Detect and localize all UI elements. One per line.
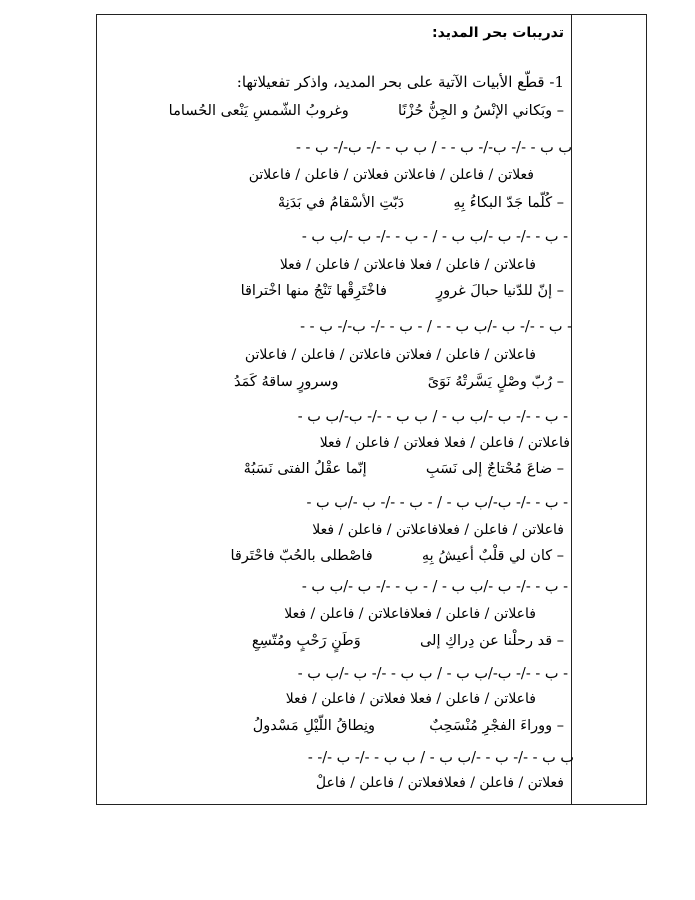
verse-tafilat: فاعلاتن / فاعلن / فعلا فعلاتن / فاعلن / فعلا — [285, 691, 536, 707]
verse-tafilat: فعلاتن / فاعلن / فاعلاتن فعلاتن / فاعلن / فاعلاتن — [248, 167, 534, 183]
verse-tafilat: فعلاتن / فاعلن / فعلافعلاتن / فاعلن / فاعلْ — [315, 775, 564, 791]
verse-scansion: - ب - -/- ب -/ب ب - / - ب - -/- ب -/ب ب - — [301, 229, 568, 245]
verse-second-hemistich: وَطَنٍ رَحْبٍ ومُتّسِعِ — [251, 633, 361, 649]
verse-tafilat: فاعلاتن / فاعلن / فعلا فعلاتن / فاعلن / فعلا — [319, 435, 570, 451]
verse-second-hemistich: إنّما عقْلُ الفتى نَسَبُهْ — [243, 461, 367, 477]
verse-scansion: - ب - -/- ب -/ب ب - / ب ب - -/- ب-/ب ب - — [297, 409, 568, 425]
verse-first-hemistich: – ضاعَ مُحْتاجٌ إلى نَسَبِ — [425, 461, 564, 477]
verse-first-hemistich: – ووراءَ الفجْرِ مُنْسَحِبٌ — [429, 718, 564, 734]
verse-first-hemistich: – كان لي قلْبٌ أعيشُ بِهِ — [421, 548, 564, 564]
verse-line — [253, 716, 564, 736]
verse-tafilat: فاعلاتن / فاعلن / فعلا فاعلاتن / فاعلن / فعلا — [279, 257, 536, 273]
verse-scansion: - ب - -/- ب -/ب ب - / - ب - -/- ب -/ب ب - — [301, 579, 568, 595]
verse-tafilat: فاعلاتن / فاعلن / فعلافاعلاتن / فاعلن / فعلا — [284, 606, 536, 622]
verse-line — [244, 459, 564, 479]
verse-line — [252, 631, 564, 651]
verse-second-hemistich: فاصْطلى بالحُبّ فاحْتَرقا — [230, 548, 373, 564]
exercise-table — [96, 14, 647, 805]
verse-second-hemistich: وغروبُ الشّمسِ يَنْعى الحُساما — [168, 103, 349, 119]
table-column-divider — [571, 15, 572, 804]
verse-line — [231, 546, 564, 566]
verse-first-hemistich: – إنّ للدّنيا حبالَ غرورٍ — [436, 283, 564, 299]
page-title: تدريبات بحر المديد: — [432, 25, 564, 41]
verse-first-hemistich: – قد رحلْنا عن دِراكِ إلى — [419, 633, 564, 649]
verse-line — [278, 193, 564, 213]
verse-tafilat: فاعلاتن / فاعلن / فعلافاعلاتن / فاعلن / فعلا — [312, 522, 564, 538]
verse-second-hemistich: دَبّتِ الأسْقامُ في بَدَنِهْ — [277, 195, 405, 211]
verse-second-hemistich: فاخْتَرِقْها تَنْجُ منها اخْتراقا — [240, 283, 387, 299]
verse-line — [169, 101, 564, 121]
verse-second-hemistich: وسرورٍ ساقهُ كَمَدُ — [233, 374, 339, 390]
verse-line — [241, 281, 564, 301]
verse-scansion: - ب - -/- ب-/ب ب - / ب ب - -/- ب -/ب ب - — [297, 666, 568, 682]
exercise-instruction: 1- قطّع الأبيات الآتية على بحر المديد، واذكر تفعيلاتها: — [236, 73, 564, 91]
verse-first-hemistich: – كُلّما جَدّ البكاءُ بِهِ — [453, 195, 564, 211]
verse-first-hemistich: – وبَكاني الإنْسُ و الجِنُّ حُزْنًا — [398, 103, 564, 119]
verse-second-hemistich: ونِطاقُ اللّيْلِ مَسْدولُ — [252, 718, 376, 734]
verse-scansion: - ب - -/- ب -/ب ب - - / - ب - -/- ب-/- ب - - — [300, 319, 572, 335]
verse-tafilat: فاعلاتن / فاعلن / فعلاتن فاعلاتن / فاعلن / فاعلاتن — [244, 347, 536, 363]
verse-first-hemistich: – رُبّ وصْلٍ يَسَّرتْهُ نَوَىً — [427, 374, 564, 390]
verse-scansion: ب ب - -/- ب-/- ب - - / ب ب - -/- ب-/- ب - - — [296, 140, 572, 156]
verse-line — [234, 372, 564, 392]
verse-scansion: ب ب - -/- ب - -/ب ب - / ب ب - -/- ب -/- - — [307, 750, 574, 766]
verse-scansion: - ب - -/- ب-/ب ب - / - ب - -/- ب -/ب ب - — [306, 495, 568, 511]
